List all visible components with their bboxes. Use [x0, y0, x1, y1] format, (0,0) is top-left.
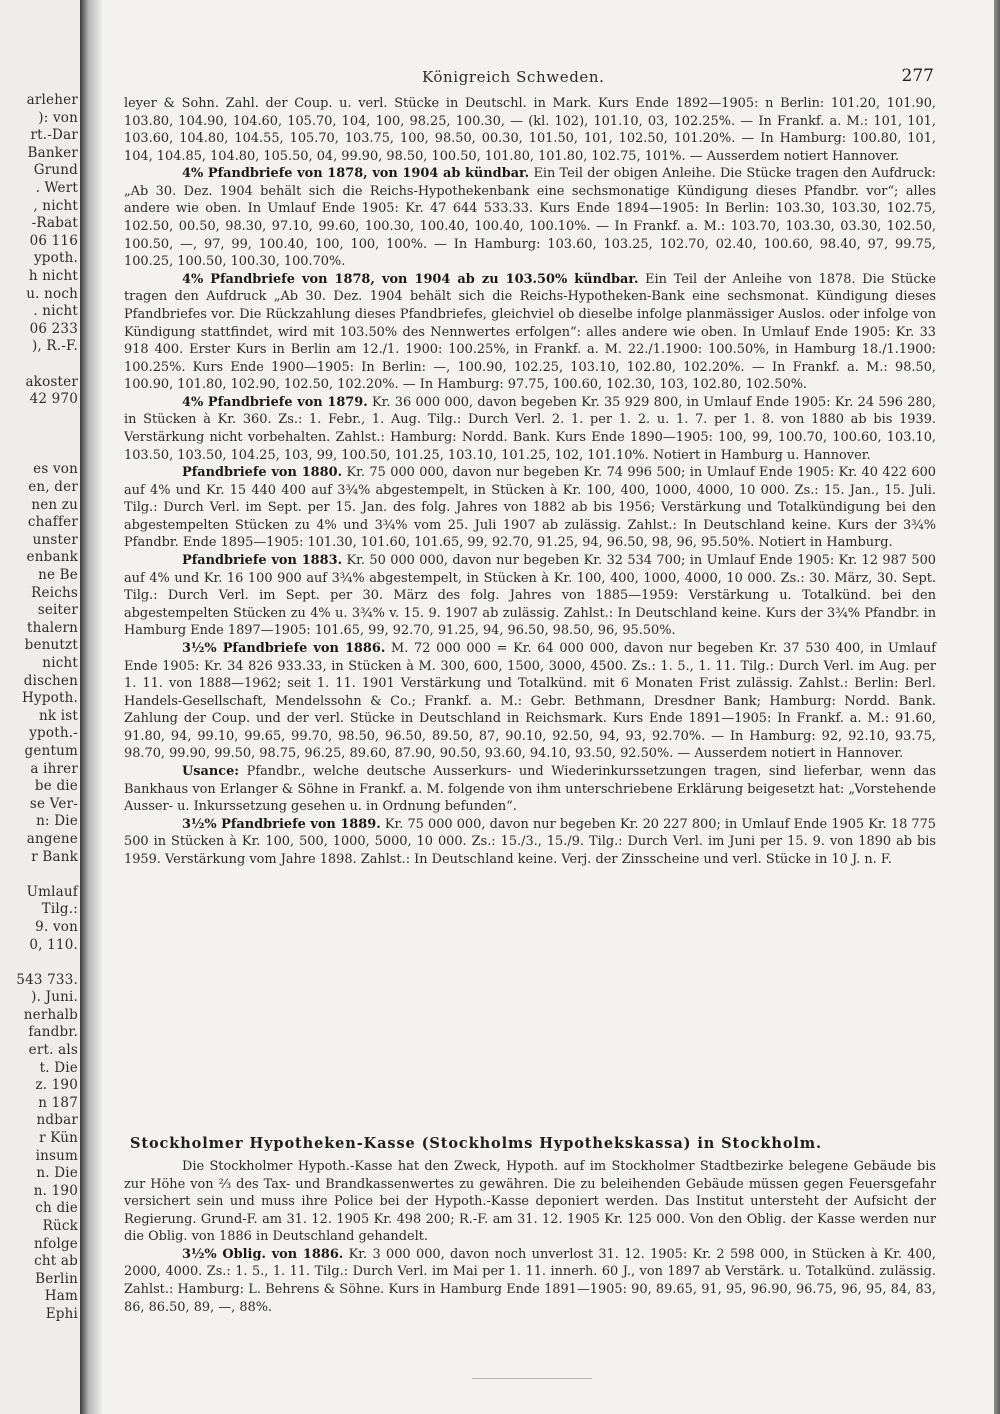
listing-lead: 3½% Pfandbriefe von 1886.	[182, 640, 386, 656]
left-fragment-line: n 187	[38, 1094, 78, 1111]
listing-paragraph	[124, 271, 936, 394]
left-fragment-line: nen zu	[31, 496, 78, 513]
main-page	[102, 0, 994, 1414]
book-gutter	[80, 0, 102, 1414]
left-fragment-line: es von	[33, 461, 78, 478]
left-fragment-line: -Rabat	[31, 215, 78, 232]
left-fragment-line: 9. von	[35, 918, 78, 935]
listing-lead: 4% Pfandbriefe von 1878, von 1904 ab zu 103.50% kündbar.	[182, 271, 639, 287]
left-fragment-line: r Bank	[31, 848, 78, 865]
left-fragment-line: n: Die	[36, 813, 78, 830]
listing-text: M. 72 000 000 = Kr. 64 000 000, davon nur begeben Kr. 37 530 400, in Umlauf Ende 1905: Kr. 34 826 933.33, in Stücken à M. 300, 600, 1500, 3000, 4500. Zs.: 1. 5., 1. 11. Tilg.: Durch Verl. im Aug. per 1. 11. von 1888—1962; seit 1. 11. 1901 Verstärkung und Totalkünd. mit 6 Monaten Frist zulässig. Zahlst.: Berlin: Berl. Handels-Gesellschaft, Mendelssohn & Co.; Frankf. a. M.: Gebr. Bethmann, Dresdner Bank; Hamburg: Nordd. Bank. Zahlung der Coup. und der verl. Stücke in Deutschland in Reichsmark. Kurs Ende 1891—1905: In Frankf. a. M.: 91.60, 91.80, 94, 99.10, 99.65, 99.70, 98.50, 96.50, 89.50, 87, 90.10, 92.50, 94, 93, 92.70%. — In Hamburg: 92, 92.10, 93.75, 98.70, 99.90, 99.50, 98.75, 96.25, 89.60, 87.90, 90.50, 93.60, 94.10, 93.50, 92.50%. — Ausserdem notiert in Hannover.	[124, 640, 936, 762]
left-fragment-line: dischen	[23, 672, 78, 689]
left-fragment-line: unster	[32, 531, 78, 548]
listing-lead: 3½% Oblig. von 1886.	[182, 1246, 344, 1262]
listing-lead: 4% Pfandbriefe von 1879.	[182, 394, 368, 410]
left-fragment-line: r Kün	[39, 1130, 78, 1147]
left-fragment-line: ypoth.-	[29, 725, 78, 742]
listing-text: Kr. 36 000 000, davon begeben Kr. 35 929 800, in Umlauf Ende 1905: Kr. 24 596 280, in Stücken à Kr. 360. Zs.: 1. Febr., 1. Aug. Tilg.: Durch Verl. 2. 1. per 1. 2. u. 1. 7. per 1. 8. von 1880 ab bis 1939. Verstärkung nicht vorbehalten. Zahlst.: Hamburg: Nordd. Bank. Kurs Ende 1890—1905: 100, 99, 100.70, 100.60, 103.10, 103.50, 103.50, 104.25, 103, 99, 100.50, 101.25, 103.10, 101.25, 102, 101.10%. Notiert in Hamburg u. Hannover.	[124, 394, 936, 463]
left-fragment-line: Ephi	[45, 1305, 78, 1322]
page-number: 277	[901, 66, 934, 86]
listing-paragraph	[124, 1246, 936, 1316]
left-fragment-line: ch die	[35, 1200, 78, 1217]
left-fragment-line: en, der	[28, 479, 78, 496]
listing-text: Kr. 3 000 000, davon noch unverlost 31. 12. 1905: Kr. 2 598 000, in Stücken à Kr. 400, 2000, 4000. Zs.: 1. 5., 1. 11. Tilg.: Durch Verl. im Mai per 1. 11. innerh. 60 J., von 1897 ab Verstärk. u. Totalkünd. zulässig. Zahlst.: Hamburg: L. Behrens & Söhne. Kurs in Hamburg Ende 1891—1905: 90, 89.65, 91, 95, 96.90, 96.75, 96, 95, 84, 83, 86, 86.50, 89, —, 88%.	[124, 1246, 936, 1315]
left-fragment-line: h nicht	[28, 267, 78, 284]
left-fragment-line: t. Die	[39, 1059, 78, 1076]
left-fragment-line: se Ver-	[29, 795, 78, 812]
listing-text: leyer & Sohn. Zahl. der Coup. u. verl. Stücke in Deutschl. in Mark. Kurs Ende 1892—1905: n Berlin: 101.20, 101.90, 103.80, 104.90, 104.60, 105.70, 104, 100, 98.25, 100.30, — (kl. 102), 101.10, 03, 102.25%. — In Frankf. a. M.: 101, 101, 103.60, 104.80, 104.55, 105.70, 103.75, 100, 98.50, 00.30, 101.50, 101, 102.50, 101.20%. — In Hamburg: 100.80, 101, 104, 104.85, 104.80, 105.50, 04, 99.90, 98.50, 100.50, 101.80, 101.80, 102.75, 101%. — Ausserdem notiert Hannover.	[124, 96, 936, 164]
left-page-fragment	[0, 0, 80, 1414]
left-fragment-line: rt.-Dar	[30, 127, 78, 144]
listing-paragraph	[124, 394, 936, 464]
left-fragment-line: u. noch	[26, 285, 78, 302]
left-fragment-line: 0, 110.	[29, 936, 78, 953]
listing-paragraph	[124, 640, 936, 763]
left-fragment-line: ndbar	[36, 1112, 78, 1129]
left-fragment-line	[16, 356, 78, 374]
listing-lead: 4% Pfandbriefe von 1878, von 1904 ab kündbar.	[182, 166, 530, 182]
left-fragment-line: . Wert	[35, 179, 78, 196]
page-header	[102, 66, 994, 90]
running-title: Königreich Schweden.	[422, 68, 605, 86]
listing-lead: Usance:	[182, 763, 240, 779]
left-fragment-line: ert. als	[28, 1042, 78, 1059]
left-fragment-line	[16, 444, 78, 462]
listings-body	[124, 95, 936, 868]
left-fragment-line: be die	[34, 778, 78, 795]
section-heading: Stockholmer Hypotheken-Kasse (Stockholms Hypothekskassa) in Stockholm.	[130, 1135, 822, 1152]
stockholm-body	[124, 1158, 936, 1316]
left-fragment-line: z. 190	[35, 1077, 78, 1094]
listing-paragraph	[124, 165, 936, 270]
left-fragment-line: ne Be	[38, 567, 78, 584]
listing-paragraph	[124, 464, 936, 552]
listing-paragraph	[124, 1158, 936, 1246]
left-fragment-line: Banker	[27, 144, 78, 161]
left-fragment-line: ), R.-F.	[31, 338, 78, 355]
left-fragment-line: 06 233	[29, 320, 78, 337]
listing-paragraph	[124, 816, 936, 869]
left-fragment-line: Ham	[44, 1288, 78, 1305]
left-fragment-line: chaffer	[27, 514, 78, 531]
end-rule	[472, 1378, 592, 1379]
left-fragment-line	[16, 426, 78, 444]
left-fragment-line: ). Juni.	[31, 989, 78, 1006]
left-fragment-line: thalern	[26, 619, 78, 636]
left-fragment-line: nfolge	[34, 1235, 78, 1252]
left-fragment-line: nerhalb	[23, 1006, 78, 1023]
left-fragment-line: gentum	[24, 742, 78, 759]
listing-text: Pfandbr., welche deutsche Ausserkurs- und Wiederinkurssetzungen tragen, sind lieferbar, wenn das Bankhaus von Erlanger & Söhne in Frankf. a. M. folgende von ihm unterschriebene Erklärung beigesetzt hat: „Vorstehende Ausser- u. Inkurssetzung gesehen u. in Ordnung befunden“.	[124, 763, 936, 815]
left-fragment-line: arleher	[26, 92, 78, 108]
left-fragment-line	[16, 954, 78, 972]
left-fragment-line: Rück	[42, 1218, 78, 1234]
listing-text: Kr. 50 000 000, davon nur begeben Kr. 32 534 700; in Umlauf Ende 1905: Kr. 12 987 500 auf 4% und Kr. 16 100 900 auf 3¾% abgestempelt, in Stücken à Kr. 100, 400, 1000, 4000, 10 000. Zs.: 30. März, 30. Sept. Tilg.: Durch Verl. im Sept. per 30. März des folg. Jahres von 1885—1959: Verstärkung u. Totalkünd. bei den abgestempelten Stücken zu 4% u. 3¾% v. 15. 9. 1907 ab zulässig. Zahlst.: In Deutschland keine. Kurs der 3¾% Pfandbr. in Hamburg Ende 1897—1905: 101.65, 99, 92.70, 91.25, 94, 96.50, 98.50, 96, 95.50%.	[124, 553, 936, 639]
listing-text: Die Stockholmer Hypoth.-Kasse hat den Zweck, Hypoth. auf im Stockholmer Stadtbezirke belegene Gebäude bis zur Höhe von ⅔ des Tax- und Brandkassenwertes zu gewähren. Die zu beleihenden Gebäude müssen gegen Feuersgefahr versichert sein und muss ihre Police bei der Hypoth.-Kasse deponiert werden. Das Institut untersteht der Aufsicht der Regierung. Grund-F. am 31. 12. 1905 Kr. 498 200; R.-F. am 31. 12. 1905 Kr. 125 000. Von den Oblig. der Kasse werden nur die Oblig. von 1886 in Deutschland gehandelt.	[124, 1159, 936, 1245]
listing-text: Ein Teil der Anleihe von 1878. Die Stücke tragen den Aufdruck „Ab 30. Dez. 1904 behält sich die Reichs-Hypotheken-Bank eine sechsmonat. Kündigung dieses Pfandbriefes vor. Die Rückzahlung dieses Pfandbriefes, gleichviel ob dieselbe infolge planmässiger Auslos. oder infolge von Kündigung stattfindet, wird mit 103.50% des Nennwertes erfolgen“: alles andere wie oben. In Umlauf Ende 1905: Kr. 33 918 400. Erster Kurs in Berlin am 12./1. 1900: 100.25%, in Frankf. a. M. 22./1.1900: 100.50%, in Hamburg 18./1.1900: 100.25%. Kurs Ende 1900—1905: In Berlin: —, 100.90, 102.25, 103.10, 102.80, 102.20%. — In Frankf. a. M.: 98.50, 100.90, 101.80, 102.90, 102.50, 102.20%. — In Hamburg: 97.75, 100.60, 102.30, 103, 102.80, 102.50%.	[124, 271, 936, 393]
left-fragment-line: . nicht	[33, 303, 78, 320]
left-page-text-column	[16, 92, 78, 1324]
left-fragment-line: Grund	[33, 162, 78, 179]
left-fragment-line: enbank	[26, 549, 78, 566]
left-fragment-line: nicht	[42, 655, 78, 671]
left-fragment-line: 06 116	[29, 232, 78, 249]
left-fragment-line: ypoth.	[33, 250, 78, 267]
left-fragment-line: cht ab	[34, 1253, 78, 1270]
listing-text: Kr. 75 000 000, davon nur begeben Kr. 20 227 800; in Umlauf Ende 1905 Kr. 18 775 500 in Stücken à Kr. 100, 500, 1000, 5000, 10 000. Zs.: 15./3., 15./9. Tilg.: Durch Verl. im Juni per 15. 9. von 1890 ab bis 1959. Verstärkung vom Jahre 1898. Zahlst.: In Deutschland keine. Verj. der Zinsscheine und verl. Stücke in 10 J. n. F.	[124, 816, 937, 867]
listing-text: Kr. 75 000 000, davon nur begeben Kr. 74 996 500; in Umlauf Ende 1905: Kr. 40 422 600 auf 4% und Kr. 15 440 400 auf 3¾% abgestempelt, in Stücken à Kr. 100, 400, 1000, 4000, 10 000. Zs.: 15. Jan., 15. Juli. Tilg.: Durch Verl. im Sept. per 15. Jan. des folg. Jahres von 1882 ab bis 1956; Verstärkung und Totalkündigung bei den abgestempelten Stücken zu 4% und 3¾% vom 25. Juli 1907 ab zulässig. Zahlst.: In Deutschland keine. Kurs der 3¾% Pfandbr. Ende 1895—1905: 101.30, 101.60, 101.65, 99, 92.70, 91.25, 94, 96.50, 98, 96, 95.50%. Notiert in Hamburg.	[124, 465, 936, 551]
left-fragment-line: Hypoth.	[22, 690, 78, 707]
left-fragment-line: Reichs	[31, 584, 78, 601]
listing-paragraph	[124, 552, 936, 640]
left-fragment-line: n. 190	[33, 1182, 78, 1199]
listing-lead: Pfandbriefe von 1880.	[182, 465, 343, 481]
left-fragment-line: Umlauf	[26, 883, 78, 900]
left-fragment-line	[16, 409, 78, 427]
listing-paragraph	[124, 95, 936, 165]
listing-lead: Pfandbriefe von 1883.	[182, 553, 343, 569]
left-fragment-line: fandbr.	[28, 1024, 78, 1041]
left-fragment-line: , nicht	[33, 197, 78, 214]
listing-text: Ein Teil der obigen Anleihe. Die Stücke tragen den Aufdruck: „Ab 30. Dez. 1904 behält sich die Reichs-Hypothekenbank eine sechsmonatige Kündigung dieses Pfandbr. vor“; alles andere wie oben. In Umlauf Ende 1905: Kr. 47 644 533.33. Kurs Ende 1894—1905: In Berlin: 103.30, 103.30, 102.75, 102.50, 00.50, 98.30, 97.10, 99.60, 100.30, 100.40, 100.40, 100.10%. — In Frankf. a. M.: 103.70, 103.30, 03.30, 102.50, 100.50, —, 97, 99, 100.40, 100, 100, 100%. — In Hamburg: 103.60, 103.25, 102.70, 02.40, 100.60, 98.40, 97, 99.75, 100.25, 100.50, 100.30, 100.70%.	[124, 166, 936, 270]
left-fragment-line: n. Die	[36, 1165, 78, 1182]
left-fragment-line: akoster	[25, 373, 78, 390]
left-fragment-line: 543 733.	[16, 971, 78, 988]
left-fragment-line: benutzt	[24, 637, 78, 654]
left-fragment-line: Tilg.:	[41, 901, 78, 918]
left-fragment-line: 42 970	[29, 391, 78, 408]
listing-paragraph	[124, 763, 936, 816]
left-fragment-line: Berlin	[35, 1270, 78, 1287]
left-fragment-line: insum	[35, 1147, 78, 1164]
left-fragment-line: ): von	[38, 109, 78, 126]
left-fragment-line	[16, 866, 78, 884]
left-fragment-line: nk ist	[38, 707, 78, 724]
left-fragment-line: a ihrer	[30, 760, 78, 777]
listing-lead: 3½% Pfandbriefe von 1889.	[182, 816, 381, 832]
left-fragment-line: angene	[26, 830, 78, 847]
left-fragment-line: seiter	[37, 602, 78, 619]
